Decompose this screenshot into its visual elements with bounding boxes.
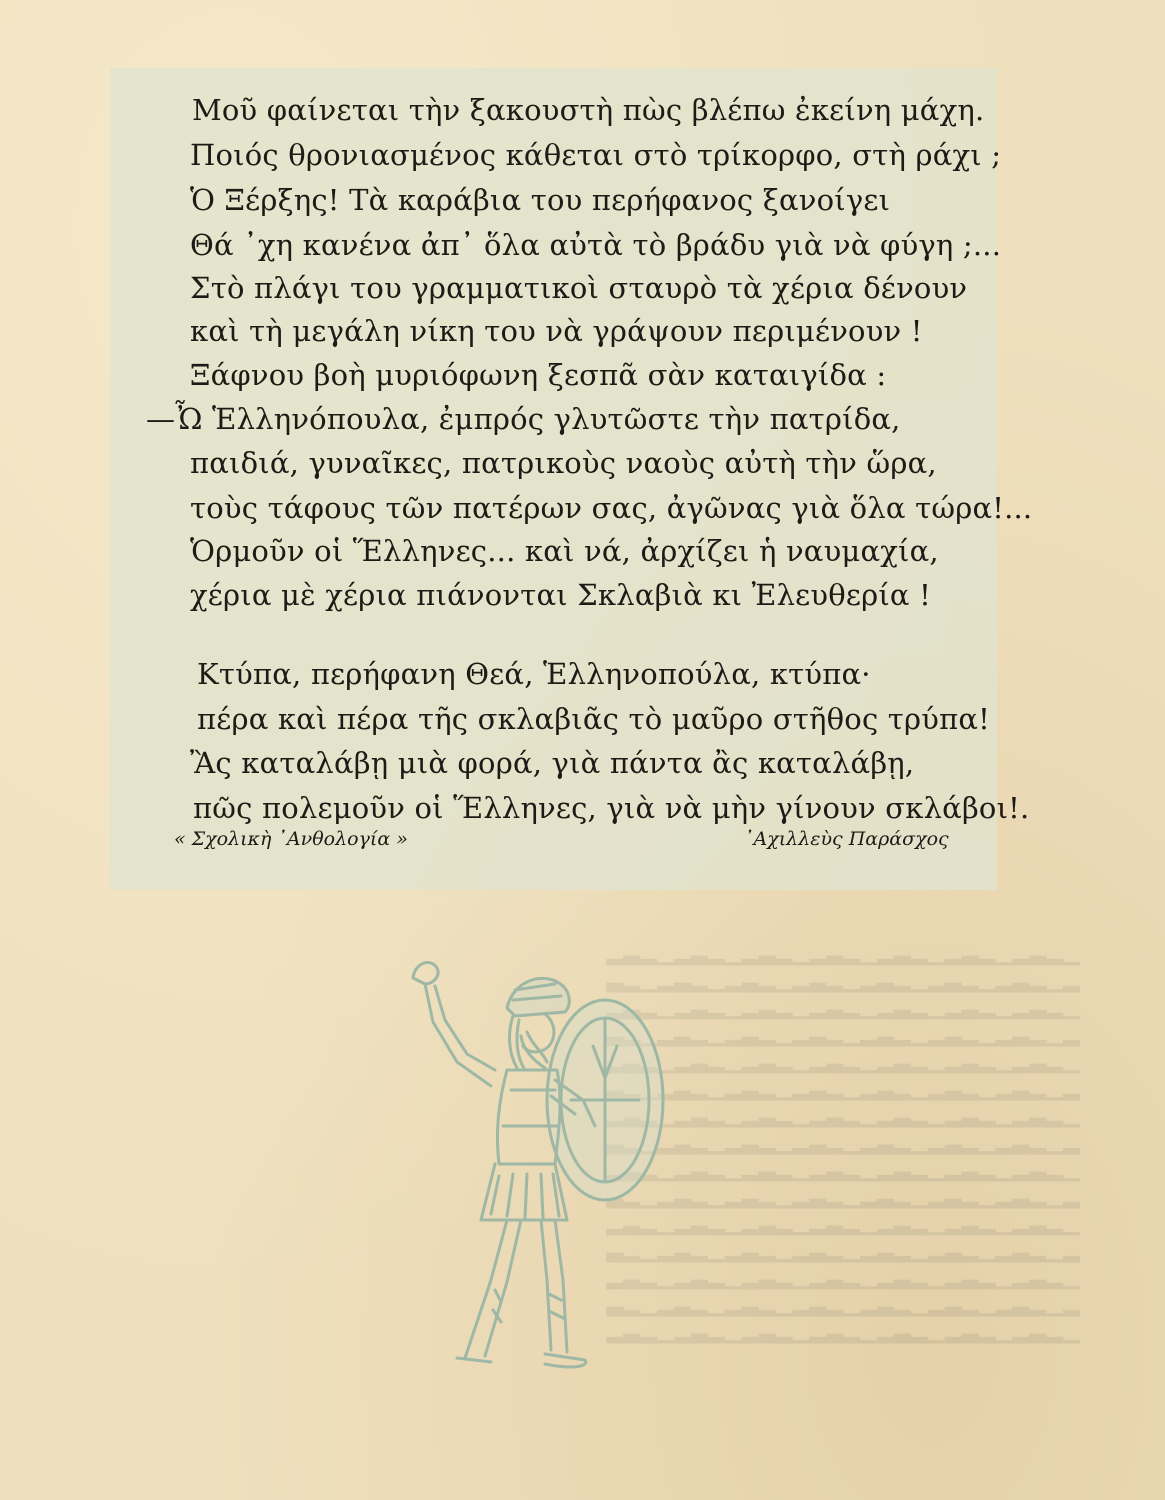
ancient-greek-warrior-with-shield-icon [395,950,685,1390]
poem-line: Ξάφνου βοὴ μυριόφωνη ξεσπᾶ σὰν καταιγίδα : [190,358,887,392]
poem-line: —Ὦ Ἑλληνόπουλα, ἐμπρός γλυτῶστε τὴν πατρίδα, [146,402,901,436]
poem-line: τοὺς τάφους τῶν πατέρων σας, ἀγῶνας γιὰ ὅλα τώρα!... [190,491,1033,525]
poem-line: πέρα καὶ πέρα τῆς σκλαβιᾶς τὸ μαῦρο στῆθος τρύπα! [197,702,991,736]
poem-line: χέρια μὲ χέρια πιάνονται Σκλαβιὰ κι Ἐλευθερία ! [190,578,931,612]
poem-line: Ὁ Ξέρξης! Τὰ καράβια του περήφανος ξανοίγει [190,183,891,217]
poem-line: καὶ τὴ μεγάλη νίκη του νὰ γράψουν περιμένουν ! [190,314,923,348]
poem-line: Στὸ πλάγι του γραμματικοὶ σταυρὸ τὰ χέρια δένουν [190,271,968,305]
anthology-source: « Σχολικὴ ᾽Ανθολογία » [174,828,408,850]
poem-line: Κτύπα, περήφανη Θεά, Ἑλληνοπούλα, κτύπα· [197,657,871,691]
poem-line: Ἂς καταλάβῃ μιὰ φορά, γιὰ πάντα ἂς καταλάβῃ, [190,746,915,780]
poem-line: Μοῦ φαίνεται τὴν ξακουστὴ πὼς βλέπω ἐκείνη μάχη. [192,93,985,127]
bleed-through-texture: ▁▂▃▂▁▂▃▂▁▂▃▂▁▂▃▂▁▂▃▂▁▂▃▂▁▂▃▂ ▂▁▂▃▂▁▂▃▂▁▂▃▂▁▂▃▂▁▂▃▂▁▂▃▂▁▂▃ ▁▂▃▂▁▂▃▂▁▂▃▂▁▂▃▂▁▂▃▂▁▂▃▂▁▂▃▂ ▂▁▂▃▂▁▂▃▂▁▂▃▂▁▂▃▂▁▂▃▂▁▂▃▂▁▂▃ ▁▂▃▂▁▂▃▂▁▂▃▂▁▂▃▂▁▂▃▂▁▂▃▂▁▂▃▂ ▂▁▂▃▂▁▂▃▂▁▂▃▂▁▂▃▂▁▂▃▂▁▂▃▂▁▂▃ ▁▂▃▂▁▂▃▂▁▂▃▂▁▂▃▂▁▂▃▂▁▂▃▂▁▂▃▂ ▂▁▂▃▂▁▂▃▂▁▂▃▂▁▂▃▂▁▂▃▂▁▂▃▂▁▂▃ ▁▂▃▂▁▂▃▂▁▂▃▂▁▂▃▂▁▂▃▂▁▂▃▂▁▂▃▂ ▂▁▂▃▂▁▂▃▂▁▂▃▂▁▂▃▂▁▂▃▂▁▂▃▂▁▂▃ ▁▂▃▂▁▂▃▂▁▂▃▂▁▂▃▂▁▂▃▂▁▂▃▂▁▂▃▂ ▂▁▂▃▂▁▂▃▂▁▂▃▂▁▂▃▂▁▂▃▂▁▂▃▂▁▂▃ ▁▂▃▂▁▂▃▂▁▂▃▂▁▂▃▂▁▂▃▂▁▂▃▂▁▂▃▂ ▂▁▂▃▂▁▂▃▂▁▂▃▂▁▂▃▂▁▂▃▂▁▂▃▂▁▂▃ ▁▂▃▂▁▂▃▂▁▂▃▂▁▂▃▂▁▂▃▂▁▂▃▂▁▂▃▂ [606,941,1080,1344]
poem-line: Ὁρμοῦν οἱ Ἕλληνες... καὶ νά, ἀρχίζει ἡ ναυμαχία, [190,534,939,568]
poem-line: παιδιά, γυναῖκες, πατρικοὺς ναοὺς αὐτὴ τὴν ὥρα, [190,446,937,480]
poem-line: Ποιός θρονιασμένος κάθεται στὸ τρίκορφο, στὴ ράχι ; [190,138,1002,172]
poem-line: Θά ᾽χη κανένα ἀπ᾽ ὅλα αὐτὰ τὸ βράδυ γιὰ νὰ φύγη ;... [190,228,1002,262]
poem-line: πῶς πολεμοῦν οἱ Ἕλληνες, γιὰ νὰ μὴν γίνουν σκλάβοι!. [193,791,1030,825]
poem-author: ᾽Αχιλλεὺς Παράσχος [744,828,949,850]
